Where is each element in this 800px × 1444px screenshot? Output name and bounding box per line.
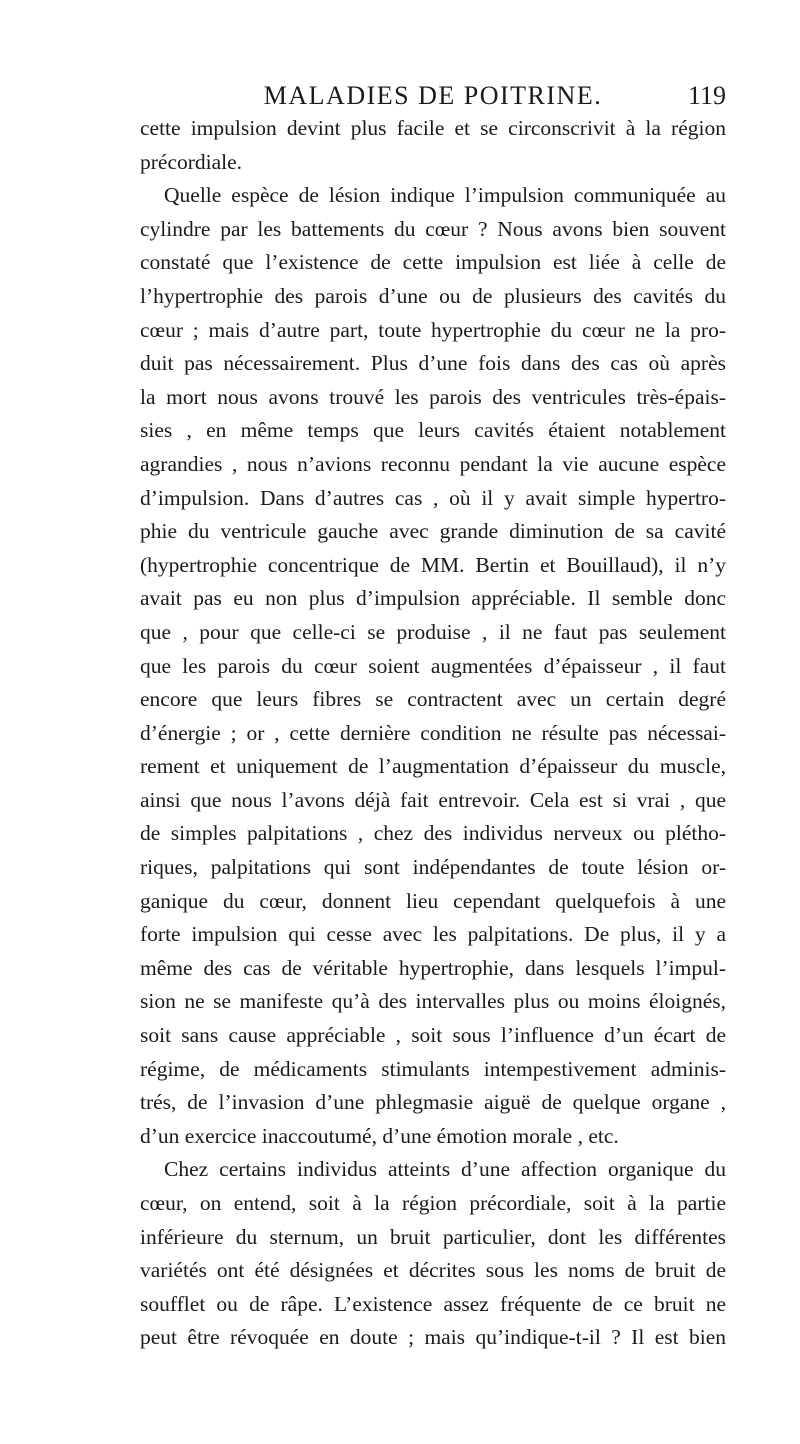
text-line: de simples palpitations , chez des individus nerveux ou plétho- — [140, 821, 726, 846]
page-number: 119 — [687, 81, 726, 110]
text-line: précordiale. — [140, 149, 243, 174]
text-line: soufflet ou de râpe. L’existence assez fréquente de ce bruit ne — [140, 1291, 726, 1316]
text-line: agrandies , nous n’avions reconnu pendant la vie aucune espèce — [140, 451, 726, 476]
text-line: Chez certains individus atteints d’une affection organique du — [164, 1157, 726, 1182]
text-line: ganique du cœur, donnent lieu cependant quelquefois à une — [140, 888, 726, 913]
text-line: cylindre par les battements du cœur ? Nous avons bien souvent — [140, 216, 726, 241]
text-line: constaté que l’existence de cette impulsion est liée à celle de — [140, 250, 726, 275]
text-line: soit sans cause appréciable , soit sous l’influence d’un écart de — [140, 1023, 726, 1048]
text-line: sies , en même temps que leurs cavités étaient notablement — [140, 418, 726, 443]
text-line: avait pas eu non plus d’impulsion appréciable. Il semble donc — [140, 586, 726, 611]
text-line: riques, palpitations qui sont indépendantes de toute lésion or- — [140, 855, 726, 880]
text-line: même des cas de véritable hypertrophie, dans lesquels l’impul- — [140, 955, 726, 980]
text-line: phie du ventricule gauche avec grande diminution de sa cavité — [140, 519, 726, 544]
text-line: régime, de médicaments stimulants intempestivement adminis- — [140, 1056, 726, 1081]
text-line: duit pas nécessairement. Plus d’une fois dans des cas où après — [140, 351, 726, 376]
text-line: d’impulsion. Dans d’autres cas , où il y avait simple hypertro- — [140, 485, 726, 510]
running-title: MALADIES DE POITRINE. — [263, 81, 603, 110]
text-line: l’hypertrophie des parois d’une ou de plusieurs des cavités du — [140, 283, 726, 308]
text-line: d’un exercice inaccoutumé, d’une émotion morale , etc. — [140, 1123, 619, 1148]
text-line: ainsi que nous l’avons déjà fait entrevoir. Cela est si vrai , que — [140, 787, 726, 812]
text-line: peut être révoquée en doute ; mais qu’indique-t-il ? Il est bien — [140, 1325, 726, 1350]
text-line: que , pour que celle-ci se produise , il ne faut pas seulement — [140, 619, 726, 644]
text-line: forte impulsion qui cesse avec les palpitations. De plus, il y a — [140, 922, 726, 947]
text-line: (hypertrophie concentrique de MM. Bertin et Bouillaud), il n’y — [140, 552, 726, 577]
running-header — [140, 78, 726, 114]
text-line: que les parois du cœur soient augmentées d’épaisseur , il faut — [140, 653, 726, 678]
text-line: inférieure du sternum, un bruit particulier, dont les différentes — [140, 1224, 726, 1249]
text-line: variétés ont été désignées et décrites sous les noms de bruit de — [140, 1258, 726, 1283]
text-line: cœur, on entend, soit à la région précordiale, soit à la partie — [140, 1191, 726, 1215]
text-line: d’énergie ; or , cette dernière condition ne résulte pas nécessai- — [140, 720, 726, 745]
text-line: rement et uniquement de l’augmentation d’épaisseur du muscle, — [140, 754, 726, 779]
text-line: sion ne se manifeste qu’à des intervalles plus ou moins éloignés, — [140, 989, 726, 1014]
text-line: Quelle espèce de lésion indique l’impulsion communiquée au — [164, 183, 726, 208]
body-text — [140, 112, 726, 1355]
text-line: cœur ; mais d’autre part, toute hypertrophie du cœur ne la pro- — [140, 317, 726, 342]
text-line: encore que leurs fibres se contractent avec un certain degré — [140, 687, 726, 712]
text-line: la mort nous avons trouvé les parois des ventricules très-épais- — [140, 384, 726, 409]
text-line: cette impulsion devint plus facile et se circonscrivit à la région — [140, 116, 726, 140]
text-line: trés, de l’invasion d’une phlegmasie aiguë de quelque organe , — [140, 1090, 726, 1115]
